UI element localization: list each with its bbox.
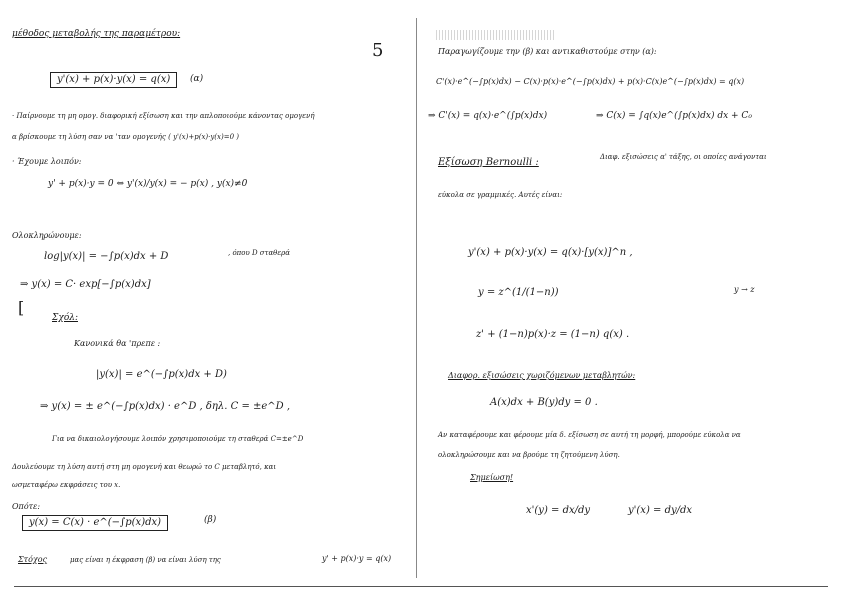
equation-b-tag: (β) — [204, 515, 217, 525]
column-divider — [416, 18, 417, 578]
goal-text: μας είναι η έκφραση (β) να είναι λύση της — [70, 556, 221, 564]
page-number: 5 — [372, 40, 384, 61]
equation-exp: ⇒ y(x) = C· exp[−∫p(x)dx] — [20, 279, 151, 290]
equation-log-note: , όπου D σταθερά — [228, 249, 290, 257]
equation-x-prime: x'(y) = dx/dy — [526, 505, 591, 516]
equation-a-boxed: y'(x) + p(x)·y(x) = q(x) — [50, 72, 177, 88]
equation-substitution: C'(x)·e^(−∫p(x)dx) − C(x)·p(x)·e^(−∫p(x)dx) + p(x)·C(x)e^(−∫p(x)dx) = q(x) — [436, 77, 745, 86]
paragraph-integrate-right: ολοκληρώσουμε και να βρούμε τη ζητούμενη λύση. — [438, 451, 620, 459]
paragraph-should: Κανονικά θα 'πρεπε : — [74, 339, 161, 348]
paragraph-justify: Για να δικαιολογήσουμε λοιπόν χρησιμοποιούμε τη σταθερά C=±e^D — [52, 435, 304, 443]
equation-y-prime: y'(x) = dy/dx — [628, 505, 693, 516]
paragraph-work: Δουλεύουμε τη λύση αυτή στη μη ομογενή και θεωρώ το C μεταβλητό, και — [12, 463, 277, 471]
goal-label: Στόχος — [18, 555, 48, 564]
equation-homogeneous: y' + p(x)·y = 0 ⇔ y'(x)/y(x) = − p(x) , y(x)≠0 — [48, 179, 248, 189]
bernoulli-heading: Εξίσωση Bernoulli : — [438, 157, 539, 168]
bernoulli-desc-2: εύκολα σε γραμμικές. Αυτές είναι: — [438, 191, 563, 199]
equation-linear-z: z' + (1−n)p(x)·z = (1−n) q(x) . — [476, 329, 630, 340]
goal-equation: y' + p(x)·y = q(x) — [322, 554, 392, 563]
paragraph-differentiate: Παραγωγίζουμε την (β) και αντικαθιστούμε στην (α): — [438, 47, 657, 56]
bottom-rule — [14, 586, 828, 587]
bernoulli-desc: Διαφ. εξισώσεις α' τάξης, οι οποίες ανάγονται — [600, 153, 767, 161]
substitution-note: y → z — [734, 285, 755, 294]
paragraph-1: · Παίρνουμε τη μη ομογ. διαφορική εξίσωση και την απλοποιούμε κάνοντας ομογενή — [12, 112, 315, 120]
equation-b-boxed: y(x) = C(x) · e^(−∫p(x)dx) — [22, 515, 168, 531]
separable-heading: Διαφορ. εξισώσεις χωριζόμενων μεταβλητών: — [448, 371, 636, 380]
bracket-mark: [ — [18, 298, 25, 317]
note-label: Σημείωση! — [470, 473, 514, 482]
equation-log: log|y(x)| = −∫p(x)dx + D — [44, 251, 169, 262]
paragraph-so: Οπότε: — [12, 502, 41, 511]
section-heading-parameter-variation: μέθοδος μεταβολής της παραμέτρου: — [12, 29, 181, 39]
paragraph-manage: Αν καταφέρουμε και φέρουμε μία δ. εξίσωση σε αυτή τη μορφή, μπορούμε εύκολα να — [438, 431, 741, 439]
paragraph-integrate: Ολοκληρώνουμε: — [12, 231, 82, 240]
equation-substitute: y = z^(1/(1−n)) — [478, 287, 559, 298]
equation-plus-minus: ⇒ y(x) = ± e^(−∫p(x)dx) · e^D , δηλ. C = ±e^D , — [40, 401, 291, 412]
paragraph-transfer: ωσμεταφέρω εκφράσεις του x. — [12, 481, 121, 489]
equation-separable: A(x)dx + B(y)dy = 0 . — [490, 397, 598, 408]
equation-bernoulli: y'(x) + p(x)·y(x) = q(x)·[y(x)]^n , — [468, 247, 633, 258]
paragraph-2: α βρίσκουμε τη λύση σαν να 'ταν ομογενής ( y'(x)+p(x)·y(x)=0 ) — [12, 133, 239, 141]
paragraph-3: · Έχουμε λοιπόν: — [12, 157, 82, 166]
equation-abs: |y(x)| = e^(−∫p(x)dx + D) — [96, 369, 227, 380]
equation-c: ⇒ C(x) = ∫q(x)e^(∫p(x)dx) dx + C₀ — [596, 111, 752, 121]
equation-c-prime: ⇒ C'(x) = q(x)·e^(∫p(x)dx) — [428, 111, 548, 121]
equation-a-tag: (α) — [190, 74, 204, 84]
comment-heading: Σχόλ: — [52, 313, 78, 323]
scan-noise — [436, 30, 556, 40]
